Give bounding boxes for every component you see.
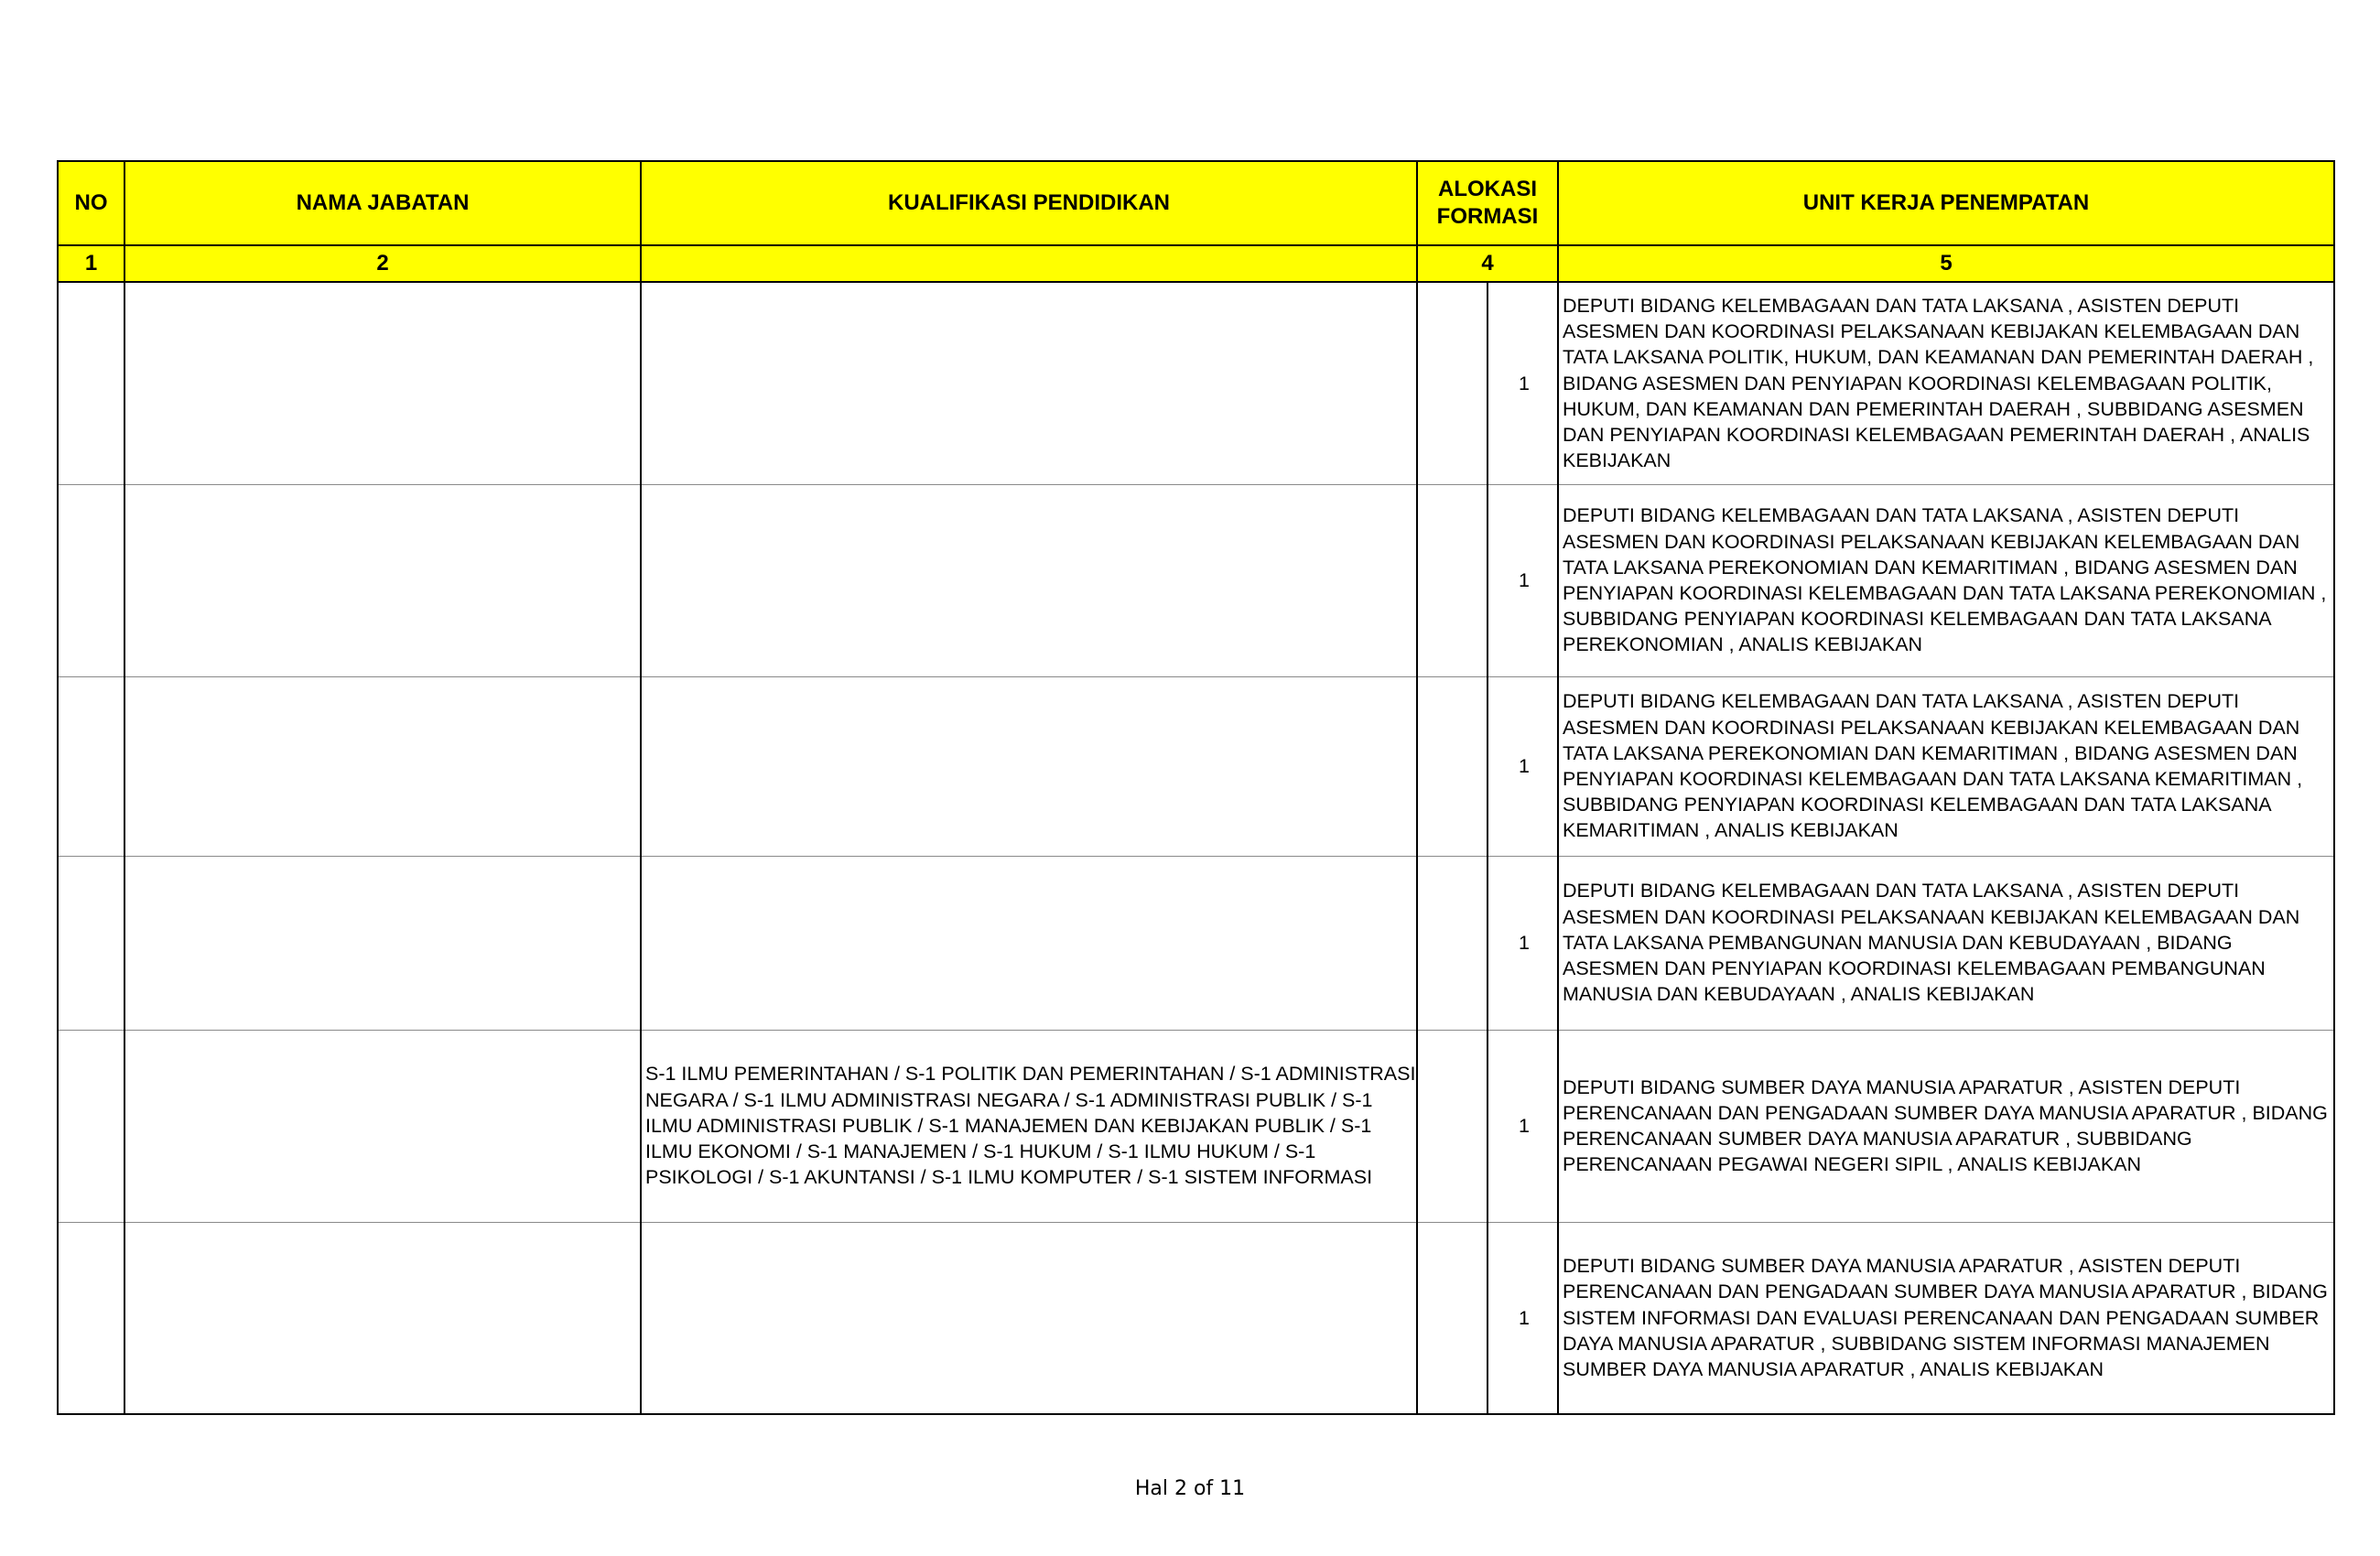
cell-unit-kerja: DEPUTI BIDANG KELEMBAGAAN DAN TATA LAKSANA , ASISTEN DEPUTI ASESMEN DAN KOORDINASI PELAKSANAAN KEBIJAKAN KELEMBAGAAN DAN TATA LAKSANA POLITIK, HUKUM, DAN KEAMANAN DAN PEMERINTAH DAERAH , BIDANG ASESMEN DAN PENYIAPAN KOORDINASI KELEMBAGAAN POLITIK, HUKUM, DAN KEAMANAN DAN PEMERINTAH DAERAH , SUBBIDANG ASESMEN DAN PENYIAPAN KOORDINASI KELEMBAGAAN PEMERINTAH DAERAH , ANALIS KEBIJAKAN <box>1558 282 2334 484</box>
cell-kualifikasi <box>641 282 1417 484</box>
cell-alokasi-spacer <box>1417 1030 1488 1222</box>
cell-unit-kerja: DEPUTI BIDANG KELEMBAGAAN DAN TATA LAKSANA , ASISTEN DEPUTI ASESMEN DAN KOORDINASI PELAKSANAAN KEBIJAKAN KELEMBAGAAN DAN TATA LAKSANA PEREKONOMIAN DAN KEMARITIMAN , BIDANG ASESMEN DAN PENYIAPAN KOORDINASI KELEMBAGAAN DAN TATA LAKSANA PEREKONOMIAN , SUBBIDANG PENYIAPAN KOORDINASI KELEMBAGAAN DAN TATA LAKSANA PEREKONOMIAN , ANALIS KEBIJAKAN <box>1558 484 2334 676</box>
header-no: NO <box>58 161 124 245</box>
column-number-no: 1 <box>58 245 124 282</box>
header-unit-kerja-penempatan: UNIT KERJA PENEMPATAN <box>1558 161 2334 245</box>
table-row <box>58 484 2334 676</box>
header-alokasi-formasi <box>1417 161 1558 245</box>
formasi-table <box>57 160 2335 1415</box>
cell-nama-jabatan <box>124 282 641 484</box>
column-number-unit-kerja: 5 <box>1558 245 2334 282</box>
table-row <box>58 1222 2334 1414</box>
cell-alokasi: 1 <box>1488 484 1558 676</box>
cell-kualifikasi <box>641 484 1417 676</box>
header-kualifikasi-pendidikan: KUALIFIKASI PENDIDIKAN <box>641 161 1417 245</box>
cell-no <box>58 282 124 484</box>
cell-alokasi: 1 <box>1488 676 1558 856</box>
cell-unit-kerja: DEPUTI BIDANG SUMBER DAYA MANUSIA APARATUR , ASISTEN DEPUTI PERENCANAAN DAN PENGADAAN SUMBER DAYA MANUSIA APARATUR , BIDANG PERENCANAAN SUMBER DAYA MANUSIA APARATUR , SUBBIDANG PERENCANAAN PEGAWAI NEGERI SIPIL , ANALIS KEBIJAKAN <box>1558 1030 2334 1222</box>
cell-kualifikasi <box>641 1222 1417 1414</box>
page-number: Hal 2 of 11 <box>1134 1477 1246 1500</box>
header-nama-jabatan: NAMA JABATAN <box>124 161 641 245</box>
table-row <box>58 676 2334 856</box>
cell-unit-kerja: DEPUTI BIDANG KELEMBAGAAN DAN TATA LAKSANA , ASISTEN DEPUTI ASESMEN DAN KOORDINASI PELAKSANAAN KEBIJAKAN KELEMBAGAAN DAN TATA LAKSANA PEMBANGUNAN MANUSIA DAN KEBUDAYAAN , BIDANG ASESMEN DAN PENYIAPAN KOORDINASI KELEMBAGAAN PEMBANGUNAN MANUSIA DAN KEBUDAYAAN , ANALIS KEBIJAKAN <box>1558 856 2334 1030</box>
cell-nama-jabatan <box>124 856 641 1030</box>
cell-alokasi-spacer <box>1417 484 1488 676</box>
column-number-alokasi: 4 <box>1417 245 1558 282</box>
cell-alokasi: 1 <box>1488 1222 1558 1414</box>
cell-nama-jabatan <box>124 484 641 676</box>
cell-no <box>58 1030 124 1222</box>
cell-no <box>58 1222 124 1414</box>
cell-alokasi-spacer <box>1417 676 1488 856</box>
table-row <box>58 282 2334 484</box>
cell-alokasi-spacer <box>1417 282 1488 484</box>
cell-alokasi-spacer <box>1417 856 1488 1030</box>
header-row <box>58 161 2334 245</box>
cell-no <box>58 856 124 1030</box>
header-alokasi-line1: ALOKASI <box>1438 177 1537 201</box>
table-row <box>58 856 2334 1030</box>
cell-no <box>58 484 124 676</box>
cell-nama-jabatan <box>124 1222 641 1414</box>
header-alokasi-line2: FORMASI <box>1436 204 1539 229</box>
column-number-kualifikasi <box>641 245 1417 282</box>
column-number-row <box>58 245 2334 282</box>
cell-alokasi: 1 <box>1488 856 1558 1030</box>
cell-alokasi: 1 <box>1488 1030 1558 1222</box>
cell-unit-kerja: DEPUTI BIDANG KELEMBAGAAN DAN TATA LAKSANA , ASISTEN DEPUTI ASESMEN DAN KOORDINASI PELAKSANAAN KEBIJAKAN KELEMBAGAAN DAN TATA LAKSANA PEREKONOMIAN DAN KEMARITIMAN , BIDANG ASESMEN DAN PENYIAPAN KOORDINASI KELEMBAGAAN DAN TATA LAKSANA KEMARITIMAN , SUBBIDANG PENYIAPAN KOORDINASI KELEMBAGAAN DAN TATA LAKSANA KEMARITIMAN , ANALIS KEBIJAKAN <box>1558 676 2334 856</box>
cell-kualifikasi: S-1 ILMU PEMERINTAHAN / S-1 POLITIK DAN PEMERINTAHAN / S-1 ADMINISTRASI NEGARA / S-1 ILMU ADMINISTRASI NEGARA / S-1 ADMINISTRASI PUBLIK / S-1 ILMU ADMINISTRASI PUBLIK / S-1 MANAJEMEN DAN KEBIJAKAN PUBLIK / S-1 ILMU EKONOMI / S-1 MANAJEMEN / S-1 HUKUM / S-1 ILMU HUKUM / S-1 PSIKOLOGI / S-1 AKUNTANSI / S-1 ILMU KOMPUTER / S-1 SISTEM INFORMASI <box>641 1030 1417 1222</box>
table-row <box>58 1030 2334 1222</box>
cell-alokasi-spacer <box>1417 1222 1488 1414</box>
column-number-nama-jabatan: 2 <box>124 245 641 282</box>
cell-no <box>58 676 124 856</box>
cell-kualifikasi <box>641 856 1417 1030</box>
cell-nama-jabatan <box>124 676 641 856</box>
cell-nama-jabatan <box>124 1030 641 1222</box>
cell-unit-kerja: DEPUTI BIDANG SUMBER DAYA MANUSIA APARATUR , ASISTEN DEPUTI PERENCANAAN DAN PENGADAAN SUMBER DAYA MANUSIA APARATUR , BIDANG SISTEM INFORMASI DAN EVALUASI PERENCANAAN DAN PENGADAAN SUMBER DAYA MANUSIA APARATUR , SUBBIDANG SISTEM INFORMASI MANAJEMEN SUMBER DAYA MANUSIA APARATUR , ANALIS KEBIJAKAN <box>1558 1222 2334 1414</box>
cell-kualifikasi <box>641 676 1417 856</box>
cell-alokasi: 1 <box>1488 282 1558 484</box>
